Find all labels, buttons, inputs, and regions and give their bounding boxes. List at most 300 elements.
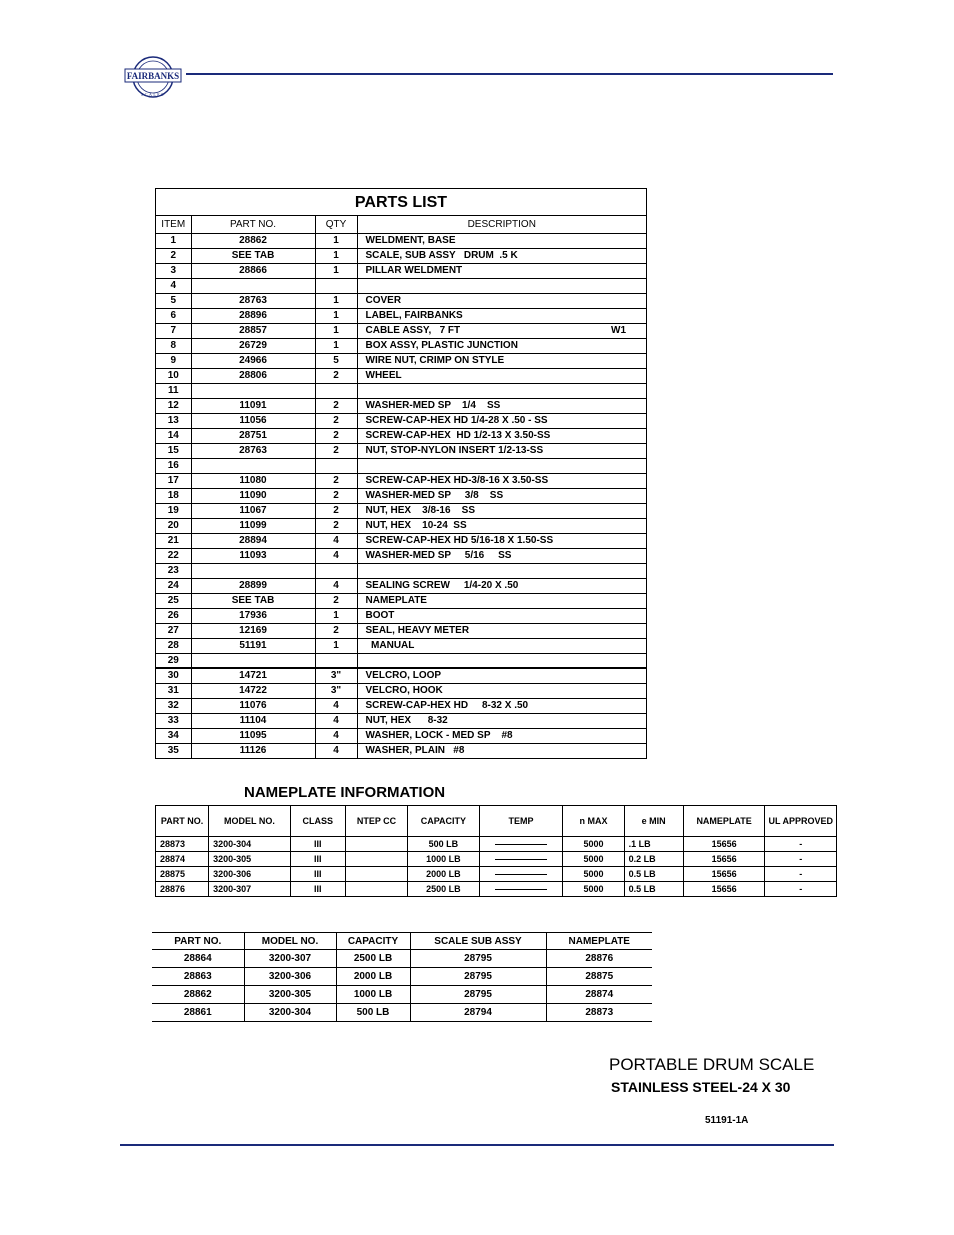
np-nmax-cell: 5000 bbox=[563, 852, 624, 867]
table-row bbox=[156, 837, 837, 852]
qty-cell bbox=[315, 653, 357, 668]
table-row bbox=[152, 968, 652, 986]
description-text: SCREW-CAP-HEX HD 8-32 X .50 bbox=[365, 700, 529, 711]
description-text: WELDMENT, BASE bbox=[365, 235, 456, 246]
parts-table bbox=[156, 216, 646, 758]
col-qty: QTY bbox=[315, 216, 357, 233]
sub-model-cell: 3200-305 bbox=[244, 986, 336, 1004]
qty-cell bbox=[315, 383, 357, 398]
np-nameplate-cell: 15656 bbox=[683, 867, 765, 882]
np-capacity-cell: 1000 LB bbox=[408, 852, 479, 867]
qty-cell: 4 bbox=[315, 728, 357, 743]
part-no-cell: 28862 bbox=[191, 233, 315, 248]
np-ntep-cell bbox=[345, 837, 407, 852]
description-text: SEAL, HEAVY METER bbox=[365, 625, 470, 636]
part-no-cell: 11095 bbox=[191, 728, 315, 743]
np-ul-cell: - bbox=[765, 867, 837, 882]
description-cell bbox=[357, 533, 646, 548]
table-row bbox=[156, 458, 646, 473]
np-nameplate-cell: 15656 bbox=[683, 882, 765, 897]
item-cell: 35 bbox=[167, 745, 179, 757]
sub-capacity-cell: 500 LB bbox=[336, 1004, 410, 1022]
description-text: SCREW-CAP-HEX HD-3/8-16 X 3.50-SS bbox=[365, 475, 549, 486]
item-cell: 22 bbox=[156, 548, 191, 563]
description-text: MANUAL bbox=[365, 640, 415, 651]
item-cell: 14 bbox=[156, 428, 191, 443]
np-part-cell: 28874 bbox=[156, 852, 209, 867]
description-text: SCALE, SUB ASSY DRUM .5 K bbox=[365, 250, 518, 261]
sub-model-cell: 3200-307 bbox=[244, 950, 336, 968]
item-cell: 26 bbox=[156, 608, 191, 623]
item-cell: 17 bbox=[156, 473, 191, 488]
parts-header-row bbox=[156, 216, 646, 233]
table-row bbox=[156, 368, 646, 383]
description-text: VELCRO, LOOP bbox=[365, 670, 442, 682]
sub-assy-cell: 28794 bbox=[410, 1004, 546, 1022]
description-text: WASHER-MED SP 1/4 SS bbox=[365, 400, 501, 411]
np-col-nmax: n MAX bbox=[563, 806, 624, 837]
qty-cell: 2 bbox=[315, 488, 357, 503]
np-temp-cell bbox=[479, 867, 563, 882]
description-cell bbox=[357, 473, 646, 488]
np-col-capacity: CAPACITY bbox=[408, 806, 479, 837]
description-text: NUT, HEX 10-24 SS bbox=[365, 520, 467, 531]
nameplate-body bbox=[156, 837, 837, 897]
table-row bbox=[156, 248, 646, 263]
item-cell: 15 bbox=[156, 443, 191, 458]
item-cell: 18 bbox=[156, 488, 191, 503]
np-model-cell: 3200-307 bbox=[209, 882, 291, 897]
description-cell bbox=[357, 368, 646, 383]
qty-cell: 4 bbox=[315, 578, 357, 593]
table-row bbox=[156, 383, 646, 398]
description-text: CABLE ASSY, 7 FT bbox=[365, 325, 461, 336]
qty-cell: 1 bbox=[315, 308, 357, 323]
item-cell: 31 bbox=[156, 683, 191, 698]
qty-cell: 2 bbox=[315, 518, 357, 533]
table-row bbox=[156, 263, 646, 278]
np-part-cell: 28873 bbox=[156, 837, 209, 852]
parts-list bbox=[155, 188, 647, 759]
np-model-cell: 3200-306 bbox=[209, 867, 291, 882]
np-col-part: PART NO. bbox=[156, 806, 209, 837]
col-part-no: PART NO. bbox=[191, 216, 315, 233]
sub-capacity-cell: 2500 LB bbox=[336, 950, 410, 968]
part-no-cell: 28899 bbox=[191, 578, 315, 593]
table-row bbox=[156, 428, 646, 443]
part-no-cell: 11091 bbox=[191, 398, 315, 413]
parts-list-title: PARTS LIST bbox=[156, 189, 646, 216]
drawing-title: PORTABLE DRUM SCALE bbox=[609, 1055, 815, 1074]
qty-cell bbox=[315, 563, 357, 578]
temp-line bbox=[495, 844, 547, 845]
np-emin-cell: 0.5 LB bbox=[624, 882, 683, 897]
qty-cell: 2 bbox=[315, 593, 357, 608]
item-cell: 4 bbox=[156, 278, 191, 293]
description-cell bbox=[357, 278, 646, 293]
qty-cell: 4 bbox=[315, 533, 357, 548]
np-col-nameplate: NAMEPLATE bbox=[683, 806, 765, 837]
np-emin-cell: 0.5 LB bbox=[624, 867, 683, 882]
logo-text: FAIRBANKS bbox=[126, 71, 180, 81]
description-cell bbox=[357, 413, 646, 428]
description-cell bbox=[357, 593, 646, 608]
description-cell bbox=[357, 743, 646, 758]
part-no-cell: 11090 bbox=[191, 488, 315, 503]
part-no-cell: 28894 bbox=[191, 533, 315, 548]
sub-model-cell: 3200-304 bbox=[244, 1004, 336, 1022]
qty-cell: 1 bbox=[315, 293, 357, 308]
parts-body bbox=[156, 233, 646, 758]
table-row bbox=[156, 413, 646, 428]
part-no-cell: 28806 bbox=[191, 368, 315, 383]
description-text: WASHER, PLAIN #8 bbox=[365, 745, 465, 757]
description-text: VELCRO, HOOK bbox=[365, 685, 443, 696]
part-no-cell: 28763 bbox=[191, 293, 315, 308]
sub-col-model: MODEL NO. bbox=[244, 933, 336, 950]
description-cell bbox=[357, 293, 646, 308]
header-rule bbox=[186, 73, 833, 75]
description-cell bbox=[357, 248, 646, 263]
np-class-cell: III bbox=[290, 852, 345, 867]
sub-col-nameplate: NAMEPLATE bbox=[546, 933, 652, 950]
part-no-cell: SEE TAB bbox=[191, 593, 315, 608]
part-no-cell: 51191 bbox=[191, 638, 315, 653]
description-cell bbox=[357, 623, 646, 638]
table-row bbox=[152, 986, 652, 1004]
part-no-cell: 28857 bbox=[191, 323, 315, 338]
part-no-cell: 14722 bbox=[191, 683, 315, 698]
qty-cell: 1 bbox=[315, 323, 357, 338]
qty-cell: 2 bbox=[315, 473, 357, 488]
description-suffix: W1 bbox=[611, 325, 626, 336]
table-row bbox=[156, 293, 646, 308]
qty-cell: 1 bbox=[315, 263, 357, 278]
description-cell bbox=[357, 713, 646, 728]
sub-assy-cell: 28795 bbox=[410, 968, 546, 986]
part-no-cell: 26729 bbox=[191, 338, 315, 353]
temp-line bbox=[495, 889, 547, 890]
description-cell bbox=[357, 308, 646, 323]
sub-nameplate-cell: 28873 bbox=[546, 1004, 652, 1022]
part-no-cell: 11080 bbox=[191, 473, 315, 488]
sub-col-part: PART NO. bbox=[152, 933, 244, 950]
table-row bbox=[156, 638, 646, 653]
item-cell: 12 bbox=[156, 398, 191, 413]
qty-cell: 1 bbox=[315, 248, 357, 263]
description-cell bbox=[357, 353, 646, 368]
part-no-cell: 12169 bbox=[191, 623, 315, 638]
np-col-ul: UL APPROVED bbox=[765, 806, 837, 837]
description-cell bbox=[357, 638, 646, 653]
description-text: BOX ASSY, PLASTIC JUNCTION bbox=[365, 340, 518, 351]
qty-cell: 2 bbox=[315, 413, 357, 428]
part-no-cell: 28896 bbox=[191, 308, 315, 323]
qty-cell bbox=[315, 458, 357, 473]
np-col-temp: TEMP bbox=[479, 806, 563, 837]
table-row bbox=[152, 950, 652, 968]
sub-assy-cell: 28795 bbox=[410, 950, 546, 968]
sub-nameplate-cell: 28876 bbox=[546, 950, 652, 968]
description-cell bbox=[357, 578, 646, 593]
description-text: BOOT bbox=[365, 610, 395, 621]
table-row bbox=[156, 353, 646, 368]
item-cell: 2 bbox=[156, 248, 191, 263]
description-cell bbox=[357, 698, 646, 713]
description-text: WASHER-MED SP 3/8 SS bbox=[365, 490, 504, 501]
description-cell bbox=[357, 428, 646, 443]
table-row bbox=[156, 443, 646, 458]
np-class-cell: III bbox=[290, 867, 345, 882]
np-emin-cell: .1 LB bbox=[624, 837, 683, 852]
np-temp-cell bbox=[479, 837, 563, 852]
table-row bbox=[156, 473, 646, 488]
description-text: SCREW-CAP-HEX HD 1/4-28 X .50 - SS bbox=[365, 415, 548, 426]
np-col-emin: e MIN bbox=[624, 806, 683, 837]
drawing-subtitle: STAINLESS STEEL-24 X 30 bbox=[611, 1079, 791, 1095]
part-no-cell: 14721 bbox=[191, 668, 315, 683]
temp-line bbox=[495, 859, 547, 860]
qty-cell: 5 bbox=[315, 353, 357, 368]
item-cell: 1 bbox=[156, 233, 191, 248]
sub-assy-table bbox=[152, 932, 652, 1022]
item-cell: 3 bbox=[156, 263, 191, 278]
np-class-cell: III bbox=[290, 837, 345, 852]
sub-part-cell: 28861 bbox=[152, 1004, 244, 1022]
np-col-model: MODEL NO. bbox=[209, 806, 291, 837]
description-cell bbox=[357, 503, 646, 518]
qty-cell: 4 bbox=[315, 713, 357, 728]
item-cell: 16 bbox=[156, 458, 191, 473]
sub-part-cell: 28864 bbox=[152, 950, 244, 968]
table-row bbox=[156, 728, 646, 743]
nameplate-heading: NAMEPLATE INFORMATION bbox=[244, 784, 446, 801]
description-cell bbox=[357, 728, 646, 743]
item-cell: 10 bbox=[156, 368, 191, 383]
table-row bbox=[156, 308, 646, 323]
np-nmax-cell: 5000 bbox=[563, 882, 624, 897]
sub-col-capacity: CAPACITY bbox=[336, 933, 410, 950]
np-part-cell: 28876 bbox=[156, 882, 209, 897]
table-row bbox=[156, 278, 646, 293]
table-row bbox=[156, 867, 837, 882]
temp-line bbox=[495, 874, 547, 875]
qty-cell: 1 bbox=[315, 608, 357, 623]
description-cell bbox=[357, 518, 646, 533]
table-row bbox=[156, 608, 646, 623]
table-row bbox=[156, 882, 837, 897]
item-cell: 13 bbox=[156, 413, 191, 428]
sub-capacity-cell: 1000 LB bbox=[336, 986, 410, 1004]
description-cell bbox=[357, 263, 646, 278]
item-cell: 11 bbox=[156, 383, 191, 398]
part-no-cell: 28751 bbox=[191, 428, 315, 443]
qty-cell: 2 bbox=[315, 368, 357, 383]
np-ul-cell: - bbox=[765, 837, 837, 852]
item-cell: 20 bbox=[156, 518, 191, 533]
table-row bbox=[156, 488, 646, 503]
qty-cell: 4 bbox=[315, 548, 357, 563]
part-no-cell: 11076 bbox=[191, 698, 315, 713]
description-text: PILLAR WELDMENT bbox=[365, 265, 463, 276]
description-cell bbox=[357, 443, 646, 458]
table-row bbox=[156, 533, 646, 548]
table-row bbox=[156, 338, 646, 353]
item-cell: 21 bbox=[156, 533, 191, 548]
np-capacity-cell: 500 LB bbox=[408, 837, 479, 852]
table-row bbox=[156, 653, 646, 668]
item-cell: 7 bbox=[156, 323, 191, 338]
description-cell bbox=[357, 563, 646, 578]
description-cell bbox=[357, 548, 646, 563]
description-text: NUT, HEX 8-32 bbox=[365, 715, 448, 726]
qty-cell: 4 bbox=[315, 743, 357, 758]
description-text: WIRE NUT, CRIMP ON STYLE bbox=[365, 355, 505, 366]
qty-cell: 1 bbox=[315, 338, 357, 353]
description-cell bbox=[357, 398, 646, 413]
part-no-cell: 11099 bbox=[191, 518, 315, 533]
description-cell bbox=[357, 338, 646, 353]
table-row bbox=[156, 563, 646, 578]
table-row bbox=[156, 852, 837, 867]
description-text: SCREW-CAP-HEX HD 1/2-13 X 3.50-SS bbox=[365, 430, 551, 441]
np-part-cell: 28875 bbox=[156, 867, 209, 882]
np-ul-cell: - bbox=[765, 882, 837, 897]
sub-nameplate-cell: 28874 bbox=[546, 986, 652, 1004]
sub-part-cell: 28863 bbox=[152, 968, 244, 986]
item-cell: 25 bbox=[156, 593, 191, 608]
item-cell: 23 bbox=[156, 563, 191, 578]
table-row bbox=[156, 578, 646, 593]
sub-header-row bbox=[152, 933, 652, 950]
np-col-class: CLASS bbox=[290, 806, 345, 837]
np-class-cell: III bbox=[290, 882, 345, 897]
item-cell: 5 bbox=[156, 293, 191, 308]
description-cell bbox=[357, 683, 646, 698]
item-cell: 30 bbox=[156, 668, 191, 683]
description-text: WASHER-MED SP 5/16 SS bbox=[365, 550, 512, 561]
qty-cell: 4 bbox=[315, 698, 357, 713]
fairbanks-logo bbox=[123, 52, 183, 102]
part-no-cell: 11067 bbox=[191, 503, 315, 518]
description-text: WHEEL bbox=[365, 370, 402, 381]
part-no-cell: 24966 bbox=[191, 353, 315, 368]
qty-cell: 2 bbox=[315, 398, 357, 413]
table-row bbox=[156, 398, 646, 413]
description-cell bbox=[357, 323, 646, 338]
qty-cell: 2 bbox=[315, 443, 357, 458]
description-text: COVER bbox=[365, 295, 402, 306]
description-text: SEALING SCREW 1/4-20 X .50 bbox=[365, 580, 519, 591]
table-row bbox=[156, 518, 646, 533]
part-no-cell bbox=[191, 278, 315, 293]
part-no-cell: SEE TAB bbox=[191, 248, 315, 263]
sub-model-cell: 3200-306 bbox=[244, 968, 336, 986]
description-text: NUT, HEX 3/8-16 SS bbox=[365, 505, 475, 516]
part-no-cell bbox=[191, 653, 315, 668]
table-row bbox=[156, 233, 646, 248]
sub-assy-cell: 28795 bbox=[410, 986, 546, 1004]
part-no-cell bbox=[191, 458, 315, 473]
np-ntep-cell bbox=[345, 852, 407, 867]
np-nameplate-cell: 15656 bbox=[683, 837, 765, 852]
description-text: LABEL, FAIRBANKS bbox=[365, 310, 463, 321]
item-cell: 9 bbox=[156, 353, 191, 368]
item-cell: 34 bbox=[156, 728, 191, 743]
np-nmax-cell: 5000 bbox=[563, 837, 624, 852]
np-col-ntep: NTEP CC bbox=[345, 806, 407, 837]
description-cell bbox=[357, 668, 646, 683]
item-cell: 8 bbox=[156, 338, 191, 353]
part-no-cell bbox=[191, 563, 315, 578]
part-no-cell: 11104 bbox=[191, 713, 315, 728]
col-item: ITEM bbox=[156, 216, 191, 233]
qty-cell: 1 bbox=[315, 233, 357, 248]
np-emin-cell: 0.2 LB bbox=[624, 852, 683, 867]
qty-cell: 3" bbox=[315, 683, 357, 698]
item-cell: 29 bbox=[156, 653, 191, 668]
description-text: NAMEPLATE bbox=[365, 595, 427, 606]
np-nmax-cell: 5000 bbox=[563, 867, 624, 882]
description-text: SCREW-CAP-HEX HD 5/16-18 X 1.50-SS bbox=[365, 535, 554, 546]
description-cell bbox=[357, 383, 646, 398]
footer-rule bbox=[120, 1144, 834, 1146]
item-cell: 33 bbox=[156, 713, 191, 728]
table-row bbox=[156, 623, 646, 638]
description-text: WASHER, LOCK - MED SP #8 bbox=[365, 730, 513, 741]
table-row bbox=[156, 548, 646, 563]
sub-nameplate-cell: 28875 bbox=[546, 968, 652, 986]
table-row bbox=[156, 503, 646, 518]
np-temp-cell bbox=[479, 882, 563, 897]
part-no-cell bbox=[191, 383, 315, 398]
part-no-cell: 28763 bbox=[191, 443, 315, 458]
np-model-cell: 3200-304 bbox=[209, 837, 291, 852]
np-capacity-cell: 2500 LB bbox=[408, 882, 479, 897]
part-no-cell: 17936 bbox=[191, 608, 315, 623]
sub-part-cell: 28862 bbox=[152, 986, 244, 1004]
item-cell: 28 bbox=[156, 638, 191, 653]
table-row bbox=[156, 593, 646, 608]
item-cell: 19 bbox=[156, 503, 191, 518]
item-cell: 27 bbox=[156, 623, 191, 638]
qty-cell: 3" bbox=[315, 668, 357, 683]
description-cell bbox=[357, 458, 646, 473]
table-row bbox=[156, 713, 646, 728]
qty-cell: 1 bbox=[315, 638, 357, 653]
description-cell bbox=[357, 608, 646, 623]
table-row bbox=[156, 323, 646, 338]
document-number: 51191-1A bbox=[705, 1115, 749, 1126]
sub-assy-body bbox=[152, 950, 652, 1022]
table-row bbox=[152, 1004, 652, 1022]
description-cell bbox=[357, 233, 646, 248]
np-ntep-cell bbox=[345, 882, 407, 897]
qty-cell bbox=[315, 278, 357, 293]
part-no-cell: 28866 bbox=[191, 263, 315, 278]
qty-cell: 2 bbox=[315, 428, 357, 443]
item-cell: 6 bbox=[156, 308, 191, 323]
np-capacity-cell: 2000 LB bbox=[408, 867, 479, 882]
col-description: DESCRIPTION bbox=[357, 216, 646, 233]
table-row bbox=[156, 683, 646, 698]
table-row bbox=[156, 668, 646, 683]
description-cell bbox=[357, 488, 646, 503]
np-ul-cell: - bbox=[765, 852, 837, 867]
part-no-cell: 11126 bbox=[191, 743, 315, 758]
np-nameplate-cell: 15656 bbox=[683, 852, 765, 867]
sub-capacity-cell: 2000 LB bbox=[336, 968, 410, 986]
